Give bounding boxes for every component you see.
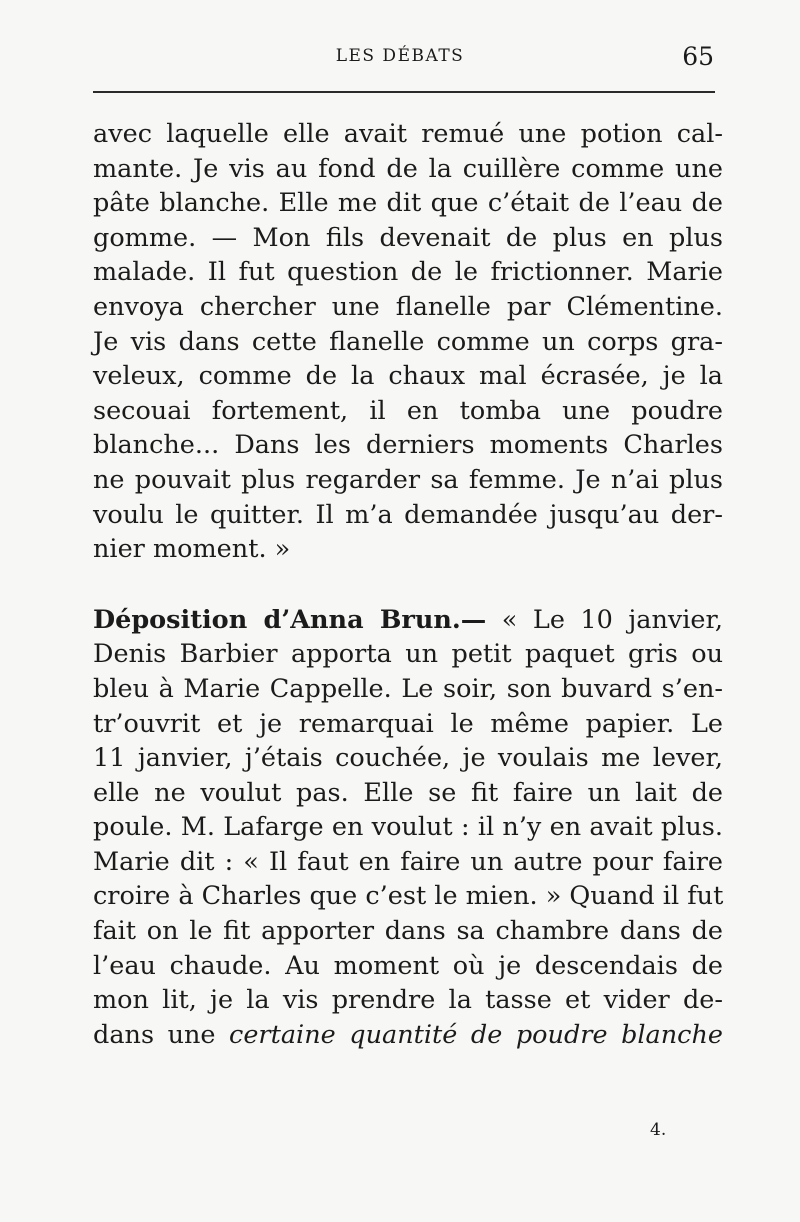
deposition-heading: Déposition d’Anna Brun.— (93, 604, 487, 635)
signature-mark: 4. (650, 1120, 667, 1140)
text-line: gomme. — Mon fils devenait de plus en plus (93, 222, 723, 253)
text-line: 11 janvier, j’étais couchée, je voulais me lever, (93, 743, 723, 774)
text-line: veleux, comme de la chaux mal écrasée, je la (93, 361, 723, 392)
deposition-opening: « Le 10 janvier, (501, 604, 724, 635)
text-line: Denis Barbier apporta un petit paquet gris ou (93, 639, 723, 670)
paragraph-deposition-anna-brun (93, 603, 723, 1053)
text-line: poule. M. Lafarge en voulut : il n’y en avait plus. (93, 812, 723, 843)
text-line: croire à Charles que c’est le mien. » Quand il fut (93, 881, 724, 912)
paragraph-testimony-continued (93, 117, 723, 567)
running-head (0, 42, 800, 76)
text-line: blanche... Dans les derniers moments Charles (93, 430, 723, 461)
paragraph-gap (93, 567, 723, 603)
text-line: secouai fortement, il en tomba une poudre (93, 395, 723, 426)
running-title: LES DÉBATS (335, 46, 465, 66)
text-line-heading (93, 603, 723, 638)
text-line-final (93, 1018, 723, 1053)
page-number: 65 (682, 42, 714, 71)
final-italic-text: certaine quantité de poudre blanche (229, 1019, 723, 1050)
text-line: tr’ouvrit et je remarquai le même papier. Le (93, 708, 723, 739)
text-line: fait on le fit apporter dans sa chambre dans de (93, 916, 723, 947)
final-plain-text: dans une (93, 1019, 216, 1050)
text-line: Marie dit : « Il faut en faire un autre pour faire (93, 846, 723, 877)
text-line: malade. Il fut question de le frictionner. Marie (93, 257, 723, 288)
text-line: mon lit, je la vis prendre la tasse et vider de- (93, 985, 723, 1016)
text-line: envoya chercher une flanelle par Clémentine. (93, 291, 723, 322)
text-line: ne pouvait plus regarder sa femme. Je n’ai plus (93, 464, 723, 495)
text-line: Je vis dans cette flanelle comme un corps gra- (93, 326, 723, 357)
text-line: l’eau chaude. Au moment où je descendais de (93, 950, 723, 981)
text-line: nier moment. » (93, 534, 291, 565)
text-line: elle ne voulut pas. Elle se fit faire un lait de (93, 777, 723, 808)
text-line: avec laquelle elle avait remué une potion cal- (93, 119, 723, 149)
text-line: bleu à Marie Cappelle. Le soir, son buvard s’en- (93, 673, 723, 704)
text-line: pâte blanche. Elle me dit que c’était de l’eau de (93, 188, 723, 219)
header-rule (93, 91, 715, 93)
text-line: voulu le quitter. Il m’a demandée jusqu’au der- (93, 499, 723, 530)
body-text (93, 117, 723, 1052)
text-line: mante. Je vis au fond de la cuillère comme une (93, 153, 723, 184)
